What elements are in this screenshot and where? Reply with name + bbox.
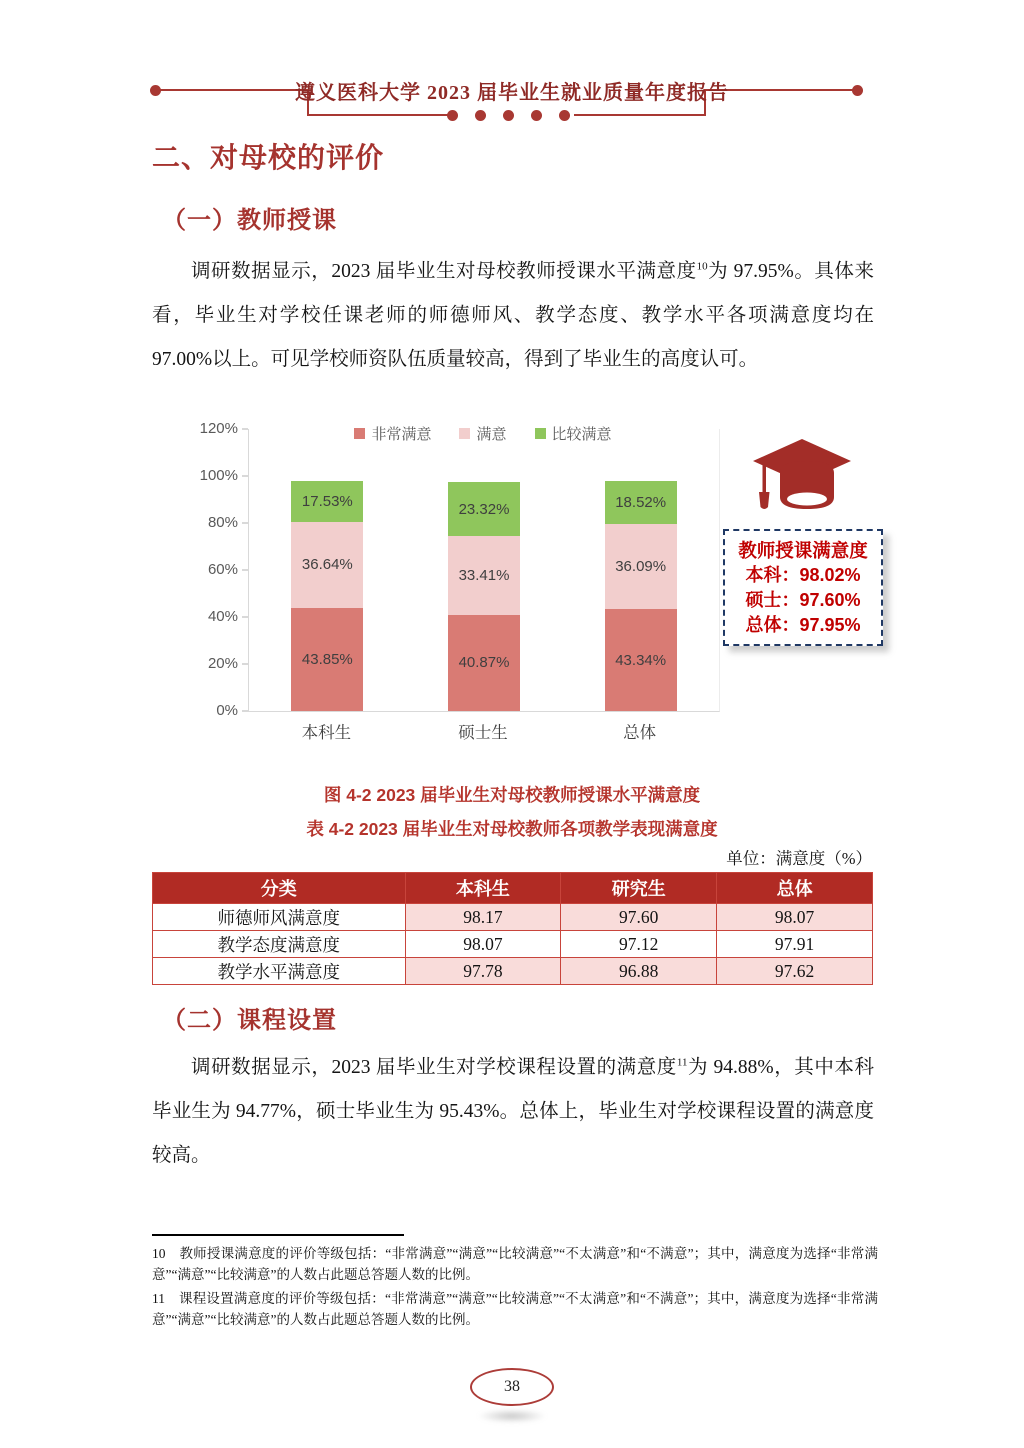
info-box-line: 硕士：97.60%: [745, 590, 861, 610]
y-tick-label: 120%: [199, 420, 238, 437]
y-tick-label: 60%: [207, 561, 238, 578]
table-header-overall: 总体: [717, 873, 873, 904]
x-axis-label: 总体: [623, 723, 657, 742]
header-dot-center: [531, 110, 542, 121]
page-number: 38: [470, 1368, 554, 1406]
bar-segment: 18.52%: [605, 481, 677, 525]
paragraph-text: 调研数据显示，2023 届毕业生对母校教师授课水平满意度: [191, 261, 697, 282]
x-axis-categories: [248, 719, 718, 743]
bar-segment: 43.85%: [291, 608, 363, 711]
y-tick-label: 80%: [207, 514, 238, 531]
table-row: [153, 931, 873, 958]
table-cell: 97.78: [405, 958, 561, 985]
bar-segment: 17.53%: [291, 481, 363, 522]
figure-caption: 图 4-2 2023 届毕业生对母校教师授课水平满意度: [323, 785, 701, 805]
table-cell: 98.17: [405, 904, 561, 931]
stacked-bar: [291, 481, 363, 711]
page-footer: [0, 1368, 1024, 1423]
table-cell: 98.07: [717, 904, 873, 931]
footnote-10: [152, 1243, 878, 1286]
info-box-line: 本科：98.02%: [745, 565, 861, 585]
legend-label: 比较满意: [551, 426, 612, 443]
header-dot-center: [447, 110, 458, 121]
teacher-satisfaction-info-box: [723, 529, 883, 646]
report-header-title: 遵义医科大学 2023 届毕业生就业质量年度报告: [295, 82, 729, 104]
y-tick-label: 40%: [207, 608, 238, 625]
bar-segment: 23.32%: [448, 482, 520, 537]
stacked-bar: [605, 481, 677, 711]
bar-segment: 33.41%: [448, 536, 520, 615]
unit-note: 单位：满意度（%）: [726, 849, 872, 868]
stacked-bar: [448, 482, 520, 711]
footnote-text: 课程设置满意度的评价等级包括：“非常满意”“满意”“比较满意”“不太满意”和“不满意”；其中，满意度为选择“非常满意”“满意”“比较满意”的人数占此题总答题人数的比例。: [152, 1290, 878, 1327]
table-caption: 表 4-2 2023 届毕业生对母校教师各项教学表现满意度: [306, 819, 718, 839]
subsection-2-title: （二）课程设置: [162, 1007, 337, 1034]
graduation-cap-icon: [750, 435, 854, 523]
header-line: [574, 114, 706, 116]
table-row: [153, 904, 873, 931]
bar-segment: 36.64%: [291, 522, 363, 608]
table-header-postgrad: 研究生: [561, 873, 717, 904]
footnote-11: [152, 1288, 878, 1331]
footnote-ref-10: 10: [696, 260, 708, 273]
table-header-row: [153, 873, 873, 904]
table-header-undergrad: 本科生: [405, 873, 561, 904]
table-cell: 97.91: [717, 931, 873, 958]
table-cell: 97.62: [717, 958, 873, 985]
section-title: 二、对母校的评价: [152, 142, 385, 173]
footnotes: [152, 1243, 878, 1332]
legend-label: 满意: [476, 426, 507, 443]
table-cell: 教学态度满意度: [153, 931, 406, 958]
footnote-ref-11: 11: [676, 1056, 688, 1069]
footnote-divider: [152, 1234, 404, 1236]
chart-plot: [248, 429, 720, 712]
legend-label: 非常满意: [371, 426, 432, 443]
x-axis-label: 硕士生: [458, 723, 508, 742]
paragraph-course-satisfaction: [152, 1046, 874, 1178]
info-box-line: 总体：97.95%: [745, 615, 861, 635]
header-dot-center: [503, 110, 514, 121]
table-row: [153, 958, 873, 985]
table-cell: 教学水平满意度: [153, 958, 406, 985]
header-dot-center: [475, 110, 486, 121]
page-number-reflection: [477, 1409, 547, 1423]
footnote-number: 11: [152, 1290, 165, 1306]
bar-segment: 36.09%: [605, 524, 677, 609]
table-cell: 师德师风满意度: [153, 904, 406, 931]
table-cell: 98.07: [405, 931, 561, 958]
subsection-1-title: （一）教师授课: [162, 207, 337, 234]
y-tick-label: 20%: [207, 655, 238, 672]
stacked-bar-chart: [152, 413, 897, 763]
satisfaction-table: [152, 872, 873, 985]
table-cell: 97.60: [561, 904, 717, 931]
x-axis-label: 本科生: [301, 723, 352, 742]
paragraph-text: 调研数据显示，2023 届毕业生对学校课程设置的满意度: [191, 1057, 677, 1078]
y-tick-label: 100%: [199, 467, 238, 484]
header-dot-center: [559, 110, 570, 121]
bar-segment: 43.34%: [605, 609, 677, 711]
bar-segment: 40.87%: [448, 615, 520, 711]
footnote-number: 10: [152, 1246, 166, 1261]
info-box-title: 教师授课满意度: [738, 540, 868, 561]
table-cell: 97.12: [561, 931, 717, 958]
header-line: [307, 114, 448, 116]
y-tick-label: 0%: [216, 702, 238, 719]
paragraph-teacher-satisfaction: [152, 250, 874, 382]
paragraph-text: 为 94.88%，其中本科毕业生为 94.77%，硕士毕业生为 95.43%。总体上，毕业生对学校课程设置的满意度较高。: [152, 1057, 874, 1166]
table-cell: 96.88: [561, 958, 717, 985]
footnote-text: 教师授课满意度的评价等级包括：“非常满意”“满意”“比较满意”“不太满意”和“不满意”；其中，满意度为选择“非常满意”“满意”“比较满意”的人数占此题总答题人数的比例。: [152, 1246, 878, 1283]
paragraph-text: 为 97.95%。具体来看，毕业生对学校任课老师的师德师风、教学态度、教学水平各项满意度均在 97.00%以上。可见学校师资队伍质量较高，得到了毕业生的高度认可。: [152, 261, 874, 370]
table-header-category: 分类: [153, 873, 406, 904]
